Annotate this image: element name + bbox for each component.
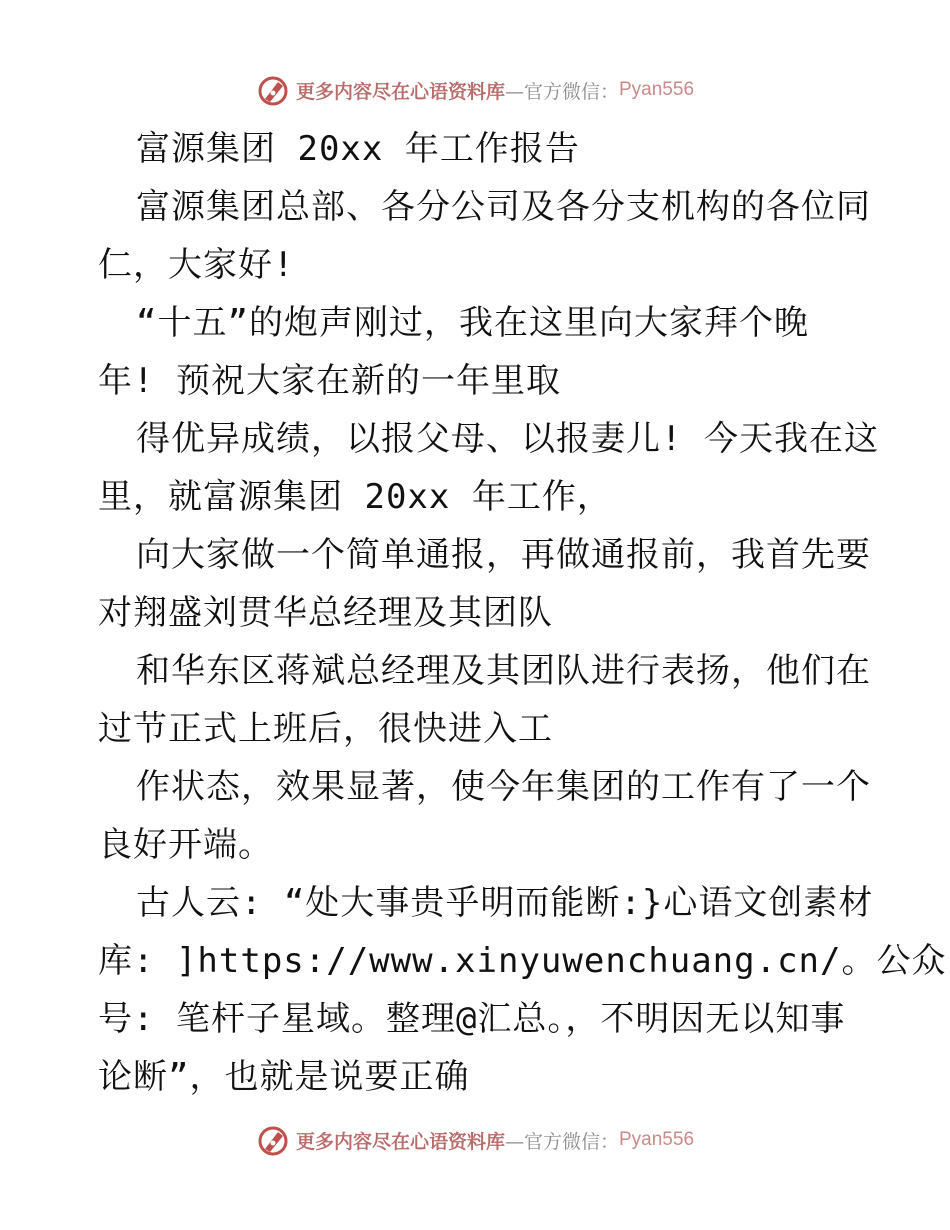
banner-text-wechat: Pyan556 (619, 1129, 695, 1150)
header-watermark-banner (0, 70, 950, 110)
pen-nib-circle-icon (256, 72, 292, 108)
text-line: 论断”，也就是说要正确 (98, 1057, 470, 1097)
banner-text-main: 更多内容尽在心语资料库 (295, 1130, 505, 1153)
document-title: 富源集团 20xx 年工作报告 (136, 129, 580, 169)
text-line: 古人云: “处大事贵乎明而能断:}心语文创素材 (136, 883, 874, 923)
text-line: 和华东区蒋斌总经理及其团队进行表扬，他们在 (136, 651, 871, 691)
banner-text-label: —官方微信： (504, 80, 619, 103)
document-body (98, 120, 947, 1106)
text-line: 对翔盛刘贯华总经理及其团队 (98, 593, 553, 633)
text-line: 里，就富源集团 20xx 年工作， (98, 477, 612, 517)
text-line: 向大家做一个简单通报，再做通报前，我首先要 (136, 535, 871, 575)
text-line: 号: 笔杆子星域。整理@汇总。，不明因无以知事 (98, 999, 846, 1039)
text-line: “十五”的炮声刚过，我在这里向大家拜个晚 (136, 303, 809, 343)
text-line: 富源集团总部、各分公司及各分支机构的各位同 (136, 187, 871, 227)
banner-text-main: 更多内容尽在心语资料库 (295, 80, 505, 103)
text-line: 得优异成绩，以报父母、以报妻儿! 今天我在这 (136, 419, 879, 459)
text-line: 作状态，效果显著，使今年集团的工作有了一个 (136, 767, 871, 807)
text-line: 过节正式上班后，很快进入工 (98, 709, 553, 749)
banner-text-wechat: Pyan556 (619, 79, 695, 100)
footer-watermark-banner (0, 1120, 950, 1160)
text-line: 良好开端。 (98, 825, 273, 865)
pen-nib-circle-icon (256, 1122, 292, 1158)
banner-text-label: —官方微信： (504, 1130, 619, 1153)
text-line: 仁，大家好! (98, 245, 295, 285)
text-line: 年! 预祝大家在新的一年里取 (98, 361, 561, 401)
text-line: 库: ]https://www.xinyuwenchuang.cn/。公众 (98, 941, 947, 981)
